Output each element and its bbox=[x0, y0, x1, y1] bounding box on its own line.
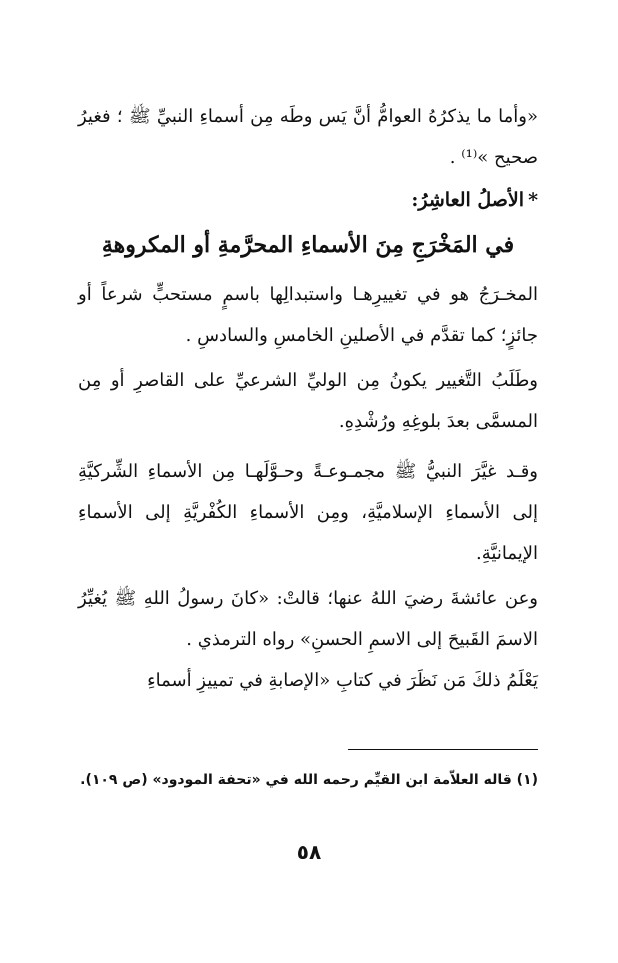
paragraph-3: وطَلَبُ التَّغيير يكونُ مِن الوليِّ الشرعيِّ على القاصرِ أو مِن المسمَّى بعدَ بلوغِهِ ورُشْدِهِ. bbox=[78, 370, 538, 432]
star-marker: * bbox=[528, 189, 538, 211]
footnote-text: (١) قاله العلاّمة ابن القيِّم رحمه الله في «تحفة المودود» (ص ١٠٩). bbox=[80, 772, 538, 788]
page-number: ٥٨ bbox=[296, 840, 322, 864]
main-text bbox=[78, 96, 538, 701]
footnote-divider bbox=[348, 749, 538, 750]
paragraph-2: المخـرَجُ هو في تغييرِهـا واستبدالِها باسمٍ مستحبٍّ شرعاً أو جائزٍ؛ كما تقدَّم في الأصلينِ الخامسِ والسادسِ . bbox=[78, 284, 538, 346]
section-heading-text: الأصلُ العاشِرُ: bbox=[411, 189, 525, 211]
section-heading bbox=[78, 180, 538, 220]
paragraph-4: وقـد غيَّرَ النبيُّ ﷺ مجمـوعـةً وحـوَّلَهـا مِن الأسماءِ الشِّركيَّةِ إلى الأسماءِ الإسلاميَّةِ، ومِن الأسماءِ الكُفْريَّةِ إلى الأسماءِ الإيمانيَّةِ. bbox=[78, 461, 538, 564]
footnote bbox=[78, 758, 538, 802]
paragraph-1: «وأما ما يذكرُهُ العوامُّ أنَّ يَس وطَه مِن أسماءِ النبيِّ ﷺ ؛ فغيرُ صحيح »⁽¹⁾ . bbox=[78, 106, 538, 168]
section-title: في المَخْرَجِ مِنَ الأسماءِ المحرَّمةِ أو المكروهةِ bbox=[101, 232, 515, 258]
paragraph-6: يَعْلَمُ ذلكَ مَن نَظَرَ في كتابِ «الإصابةِ في تمييزِ أسماءِ bbox=[147, 670, 538, 691]
paragraph-5: وعن عائشةَ رضيَ اللهُ عنها؛ قالتْ: «كانَ رسولُ اللهِ ﷺ يُغيِّرُ الاسمَ القَبيحَ إلى الاسمِ الحسنِ» رواه الترمذي . bbox=[78, 588, 538, 650]
